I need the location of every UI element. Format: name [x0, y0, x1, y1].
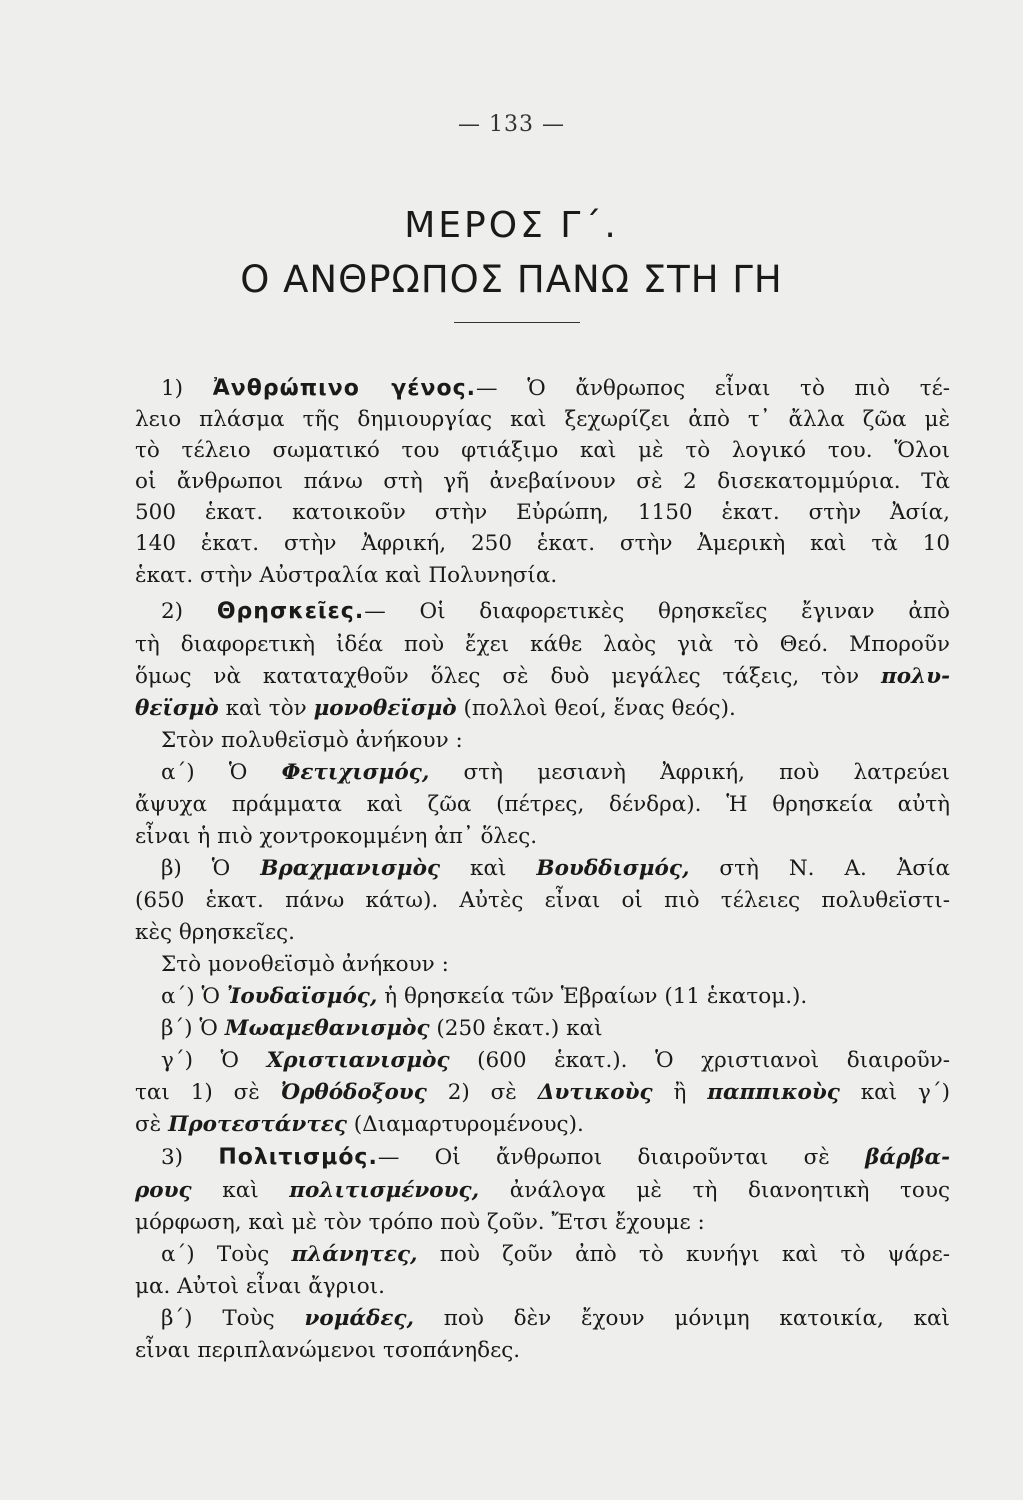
text-run: (πολλοὶ θεοί, ἕνας θεός). — [456, 696, 736, 721]
page-number: — 133 — — [458, 112, 565, 137]
text-run: ἀνάλογα μὲ τὴ διανοητικὴ τους — [479, 1178, 950, 1203]
text-line — [161, 374, 950, 404]
emphasized-term: Ἰουδαϊσμός, — [226, 984, 378, 1009]
text-run: λειο πλάσμα τῆς δημιουργίας καὶ ξεχωρίζει ἀπὸ τ᾽ ἄλλα ζῶα μὲ — [135, 407, 950, 432]
text-line — [161, 854, 950, 884]
text-run: α΄) Τοὺς — [161, 1242, 292, 1267]
text-line — [135, 918, 950, 948]
text-run: β΄) Ὁ — [161, 1016, 225, 1041]
text-line — [135, 1272, 950, 1302]
text-run: 1) — [161, 376, 213, 401]
text-run: τὸ τέλειο σωματικό του φτιάξιμο καὶ μὲ τὸ λογικό του. Ὅλοι — [135, 438, 950, 463]
text-run: σὲ — [135, 1112, 169, 1137]
text-line — [135, 886, 950, 916]
text-line — [135, 822, 950, 852]
text-line — [161, 950, 950, 980]
text-run: κὲς θρησκεῖες. — [135, 920, 296, 945]
emphasized-term: νομάδες, — [304, 1306, 415, 1331]
text-run: ἡ θρησκεία τῶν Ἑβραίων (11 ἑκατομ.). — [377, 984, 808, 1009]
emphasized-term: ρους — [135, 1178, 192, 1203]
section-heading: Ἀνθρώπινο γένος. — [212, 376, 477, 401]
text-run: εἶναι ἡ πιὸ χοντροκομμένη ἀπ᾽ ὅλες. — [135, 824, 538, 849]
text-run: ἑκατ. στὴν Αὐστραλία καὶ Πολυνησία. — [135, 563, 558, 588]
text-run: γ΄) Ὁ — [161, 1048, 267, 1073]
text-line — [135, 467, 950, 497]
emphasized-term: Προτεστάντες — [168, 1112, 347, 1137]
text-line — [135, 561, 950, 591]
text-line — [161, 597, 950, 627]
emphasized-term: Μωαμεθανισμὸς — [224, 1016, 430, 1041]
section-heading: Θρησκεῖες. — [216, 599, 365, 624]
text-run: ποὺ δὲν ἔχουν μόνιμη κατοικία, καὶ — [414, 1306, 950, 1331]
emphasized-term: Χριστιανισμὸς — [266, 1048, 450, 1073]
text-run: στὴ μεσιανὴ Ἀφρική, ποὺ λατρεύει — [429, 760, 950, 785]
text-run: καὶ τὸν — [218, 696, 314, 721]
text-run: ται 1) σὲ — [135, 1080, 281, 1105]
text-line — [135, 529, 950, 559]
text-run: τὴ διαφορετικὴ ἰδέα ποὺ ἔχει κάθε λαὸς γιὰ τὸ Θεό. Μποροῦν — [135, 632, 950, 657]
text-line — [161, 1046, 950, 1076]
text-run: β) Ὁ — [161, 856, 261, 881]
text-run: ὅμως νὰ καταταχθοῦν ὅλες σὲ δυὸ μεγάλες τάξεις, τὸν — [135, 664, 881, 689]
text-run: ποὺ ζοῦν ἀπὸ τὸ κυνήγι καὶ τὸ ψάρε- — [417, 1242, 950, 1267]
text-run: καὶ — [191, 1178, 290, 1203]
text-run: 3) — [161, 1145, 219, 1170]
text-run: μόρφωση, καὶ μὲ τὸν τρόπο ποὺ ζοῦν. Ἔτσι ἔχουμε : — [135, 1210, 705, 1235]
emphasized-term: Δυτικοὺς — [537, 1080, 653, 1105]
text-run: μα. Αὐτοὶ εἶναι ἄγριοι. — [135, 1274, 385, 1299]
text-run: Στὸ μονοθεϊσμὸ ἀνήκουν : — [161, 952, 449, 977]
text-run: 2) — [161, 599, 217, 624]
text-line — [135, 694, 950, 724]
text-run: ἢ — [652, 1080, 708, 1105]
emphasized-term: πολυ- — [881, 664, 950, 689]
text-line — [135, 436, 950, 466]
text-run: — Ὁ ἄνθρωπος εἶναι τὸ πιὸ τέ- — [476, 376, 951, 401]
text-run: οἱ ἄνθρωποι πάνω στὴ γῆ ἀνεβαίνουν σὲ 2 δισεκατομμύρια. Τὰ — [135, 469, 950, 494]
text-line — [161, 982, 950, 1012]
part-heading: ΜΕΡΟΣ Γ΄. — [404, 205, 619, 246]
text-run: β΄) Τοὺς — [161, 1306, 305, 1331]
text-line — [135, 1336, 950, 1366]
chapter-title: Ο ΑΝΘΡΩΠΟΣ ΠΑΝΩ ΣΤΗ ΓΗ — [240, 258, 783, 301]
emphasized-term: μονοθεϊσμὸ — [313, 696, 457, 721]
text-run: ἄψυχα πράμματα καὶ ζῶα (πέτρες, δένδρα). Ἡ θρησκεία αὐτὴ — [135, 792, 950, 817]
text-run: καὶ — [440, 856, 537, 881]
text-run: α΄) Ὁ — [161, 984, 227, 1009]
text-line — [135, 662, 950, 692]
text-run: (Διαμαρτυρομένους). — [346, 1112, 584, 1137]
text-run: εἶναι περιπλανώμενοι τσοπάνηδες. — [135, 1338, 521, 1363]
text-run: καὶ γ΄) — [839, 1080, 950, 1105]
text-line — [135, 1110, 950, 1140]
section-heading: Πολιτισμός. — [218, 1145, 378, 1170]
emphasized-term: Βραχμανισμὸς — [260, 856, 441, 881]
emphasized-term: Φετιχισμός, — [281, 760, 430, 785]
text-run: (600 ἑκατ.). Ὁ χριστιανοὶ διαιροῦν- — [449, 1048, 951, 1073]
emphasized-term: πλάνητες, — [291, 1242, 418, 1267]
emphasized-term: Ὀρθόδοξους — [280, 1080, 427, 1105]
text-run: 500 ἑκατ. κατοικοῦν στὴν Εὐρώπη, 1150 ἑκατ. στὴν Ἀσία, — [135, 500, 950, 525]
text-run: — Οἱ διαφορετικὲς θρησκεῖες ἔγιναν ἀπὸ — [364, 599, 950, 624]
text-line — [161, 726, 950, 756]
text-run: στὴ Ν. Α. Ἀσία — [689, 856, 950, 881]
emphasized-term: παππικοὺς — [707, 1080, 840, 1105]
text-run: (650 ἑκατ. πάνω κάτω). Αὐτὲς εἶναι οἱ πιὸ τέλειες πολυθεϊστι- — [135, 888, 950, 913]
text-line — [161, 1240, 950, 1270]
title-divider — [454, 322, 580, 323]
text-line — [135, 1078, 950, 1108]
text-line — [161, 1304, 950, 1334]
text-run: α΄) Ὁ — [161, 760, 282, 785]
emphasized-term: Βουδδισμός, — [536, 856, 690, 881]
text-line — [135, 630, 950, 660]
text-line — [135, 1176, 950, 1206]
emphasized-term: πολιτισμένους, — [289, 1178, 480, 1203]
text-line — [161, 1014, 950, 1044]
text-run: — Οἱ ἄνθρωποι διαιροῦνται σὲ — [377, 1145, 866, 1170]
text-line — [135, 498, 950, 528]
text-line — [135, 405, 950, 435]
emphasized-term: βάρβα- — [865, 1145, 950, 1170]
text-run: 140 ἑκατ. στὴν Ἀφρική, 250 ἑκατ. στὴν Ἀμερικὴ καὶ τὰ 10 — [135, 531, 950, 556]
text-line — [135, 790, 950, 820]
text-run: (250 ἑκατ.) καὶ — [429, 1016, 603, 1041]
text-run: Στὸν πολυθεϊσμὸ ἀνήκουν : — [161, 728, 463, 753]
text-line — [161, 758, 950, 788]
emphasized-term: θεϊσμὸ — [135, 696, 219, 721]
text-line — [161, 1143, 950, 1173]
text-line — [135, 1208, 950, 1238]
text-run: 2) σὲ — [426, 1080, 538, 1105]
